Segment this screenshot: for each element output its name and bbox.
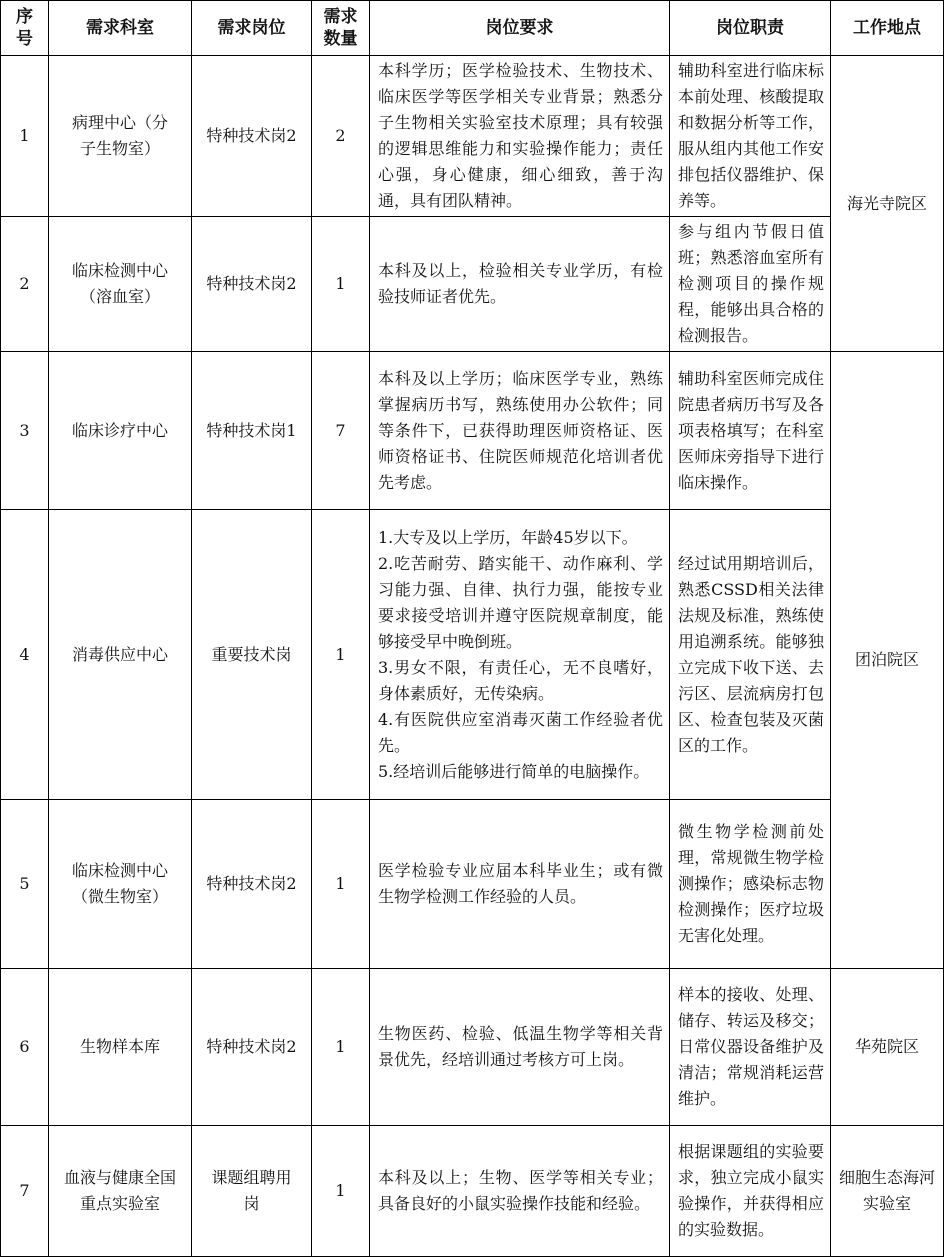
row-position: 重要技术岗	[192, 510, 312, 800]
row-count: 1	[312, 510, 370, 800]
row-dept: 临床诊疗中心	[49, 352, 192, 510]
row-dept: 血液与健康全国重点实验室	[49, 1126, 192, 1257]
row-count: 1	[312, 800, 370, 969]
row-requirements: 医学检验专业应届本科毕业生；或有微生物学检测工作经验的人员。	[370, 800, 670, 969]
row-location: 华苑院区	[831, 969, 944, 1126]
row-requirements: 本科及以上学历；临床医学专业，熟练掌握病历书写，熟练使用办公软件；同等条件下，已获得助理医师资格证、医师资格证书、住院医师规范化培训者优先考虑。	[370, 352, 670, 510]
row-index: 7	[1, 1126, 49, 1257]
row-dept: 生物样本库	[49, 969, 192, 1126]
row-position: 特种技术岗1	[192, 352, 312, 510]
row-index: 2	[1, 217, 49, 352]
header-dept: 需求科室	[49, 1, 192, 56]
header-count: 需求数量	[312, 1, 370, 56]
row-count: 1	[312, 217, 370, 352]
table-row	[1, 352, 944, 510]
row-requirements: 本科学历；医学检验技术、生物技术、临床医学等医学相关专业背景；熟悉分子生物相关实验室技术原理；具有较强的逻辑思维能力和实验操作能力；责任心强，身心健康，细心细致，善于沟通，具有团队精神。	[370, 56, 670, 217]
row-index: 3	[1, 352, 49, 510]
table-row	[1, 217, 944, 352]
row-index: 5	[1, 800, 49, 969]
row-position: 课题组聘用岗	[192, 1126, 312, 1257]
row-duties: 辅助科室医师完成住院患者病历书写及各项表格填写；在科室医师床旁指导下进行临床操作。	[670, 352, 831, 510]
row-count: 7	[312, 352, 370, 510]
table-row	[1, 800, 944, 969]
header-row	[1, 1, 944, 56]
row-position: 特种技术岗2	[192, 800, 312, 969]
header-location: 工作地点	[831, 1, 944, 56]
row-duties: 微生物学检测前处理，常规微生物学检测操作；感染标志物检测操作；医疗垃圾无害化处理。	[670, 800, 831, 969]
header-position: 需求岗位	[192, 1, 312, 56]
row-duties: 经过试用期培训后，熟悉CSSD相关法律法规及标准，熟练使用追溯系统。能够独立完成下收下送、去污区、层流病房打包区、检查包装及灭菌区的工作。	[670, 510, 831, 800]
requirement-item: 3.男女不限，有责任心，无不良嗜好，身体素质好，无传染病。	[378, 657, 663, 703]
table-row	[1, 510, 944, 800]
table-row	[1, 56, 944, 217]
row-duties: 辅助科室进行临床标本前处理、核酸提取和数据分析等工作，服从组内其他工作安排包括仪器维护、保养等。	[670, 56, 831, 217]
row-count: 1	[312, 1126, 370, 1257]
header-duties: 岗位职责	[670, 1, 831, 56]
table-row	[1, 969, 944, 1126]
row-position: 特种技术岗2	[192, 56, 312, 217]
row-location: 细胞生态海河实验室	[831, 1126, 944, 1257]
row-requirements: 本科及以上；生物、医学等相关专业；具备良好的小鼠实验操作技能和经验。	[370, 1126, 670, 1257]
row-requirements-list	[370, 510, 670, 800]
row-dept: 消毒供应中心	[49, 510, 192, 800]
row-count: 1	[312, 969, 370, 1126]
row-position: 特种技术岗2	[192, 969, 312, 1126]
row-dept: 临床检测中心（溶血室）	[49, 217, 192, 352]
row-dept: 病理中心（分子生物室）	[49, 56, 192, 217]
row-duties: 参与组内节假日值班；熟悉溶血室所有检测项目的操作规程，能够出具合格的检测报告。	[670, 217, 831, 352]
row-index: 1	[1, 56, 49, 217]
row-requirements: 生物医药、检验、低温生物学等相关背景优先，经培训通过考核方可上岗。	[370, 969, 670, 1126]
row-position: 特种技术岗2	[192, 217, 312, 352]
header-index: 序号	[1, 1, 49, 56]
row-index: 4	[1, 510, 49, 800]
row-dept: 临床检测中心（微生物室）	[49, 800, 192, 969]
row-duties: 根据课题组的实验要求，独立完成小鼠实验操作，并获得相应的实验数据。	[670, 1126, 831, 1257]
row-count: 2	[312, 56, 370, 217]
requirement-item: 2.吃苦耐劳、踏实能干、动作麻利、学习能力强、自律、执行力强，能按专业要求接受培训并遵守医院规章制度，能够接受早中晚倒班。	[378, 553, 663, 651]
row-duties: 样本的接收、处理、储存、转运及移交；日常仪器设备维护及清洁；常规消耗运营维护。	[670, 969, 831, 1126]
row-index: 6	[1, 969, 49, 1126]
header-requirements: 岗位要求	[370, 1, 670, 56]
requirement-item: 5.经培训后能够进行简单的电脑操作。	[378, 761, 650, 781]
row-location: 海光寺院区	[831, 56, 944, 352]
row-location: 团泊院区	[831, 352, 944, 969]
table-row	[1, 1126, 944, 1257]
requirement-item: 1.大专及以上学历，年龄45岁以下。	[378, 527, 638, 547]
row-requirements: 本科及以上，检验相关专业学历，有检验技师证者优先。	[370, 217, 670, 352]
requirement-item: 4.有医院供应室消毒灭菌工作经验者优先。	[378, 709, 663, 755]
